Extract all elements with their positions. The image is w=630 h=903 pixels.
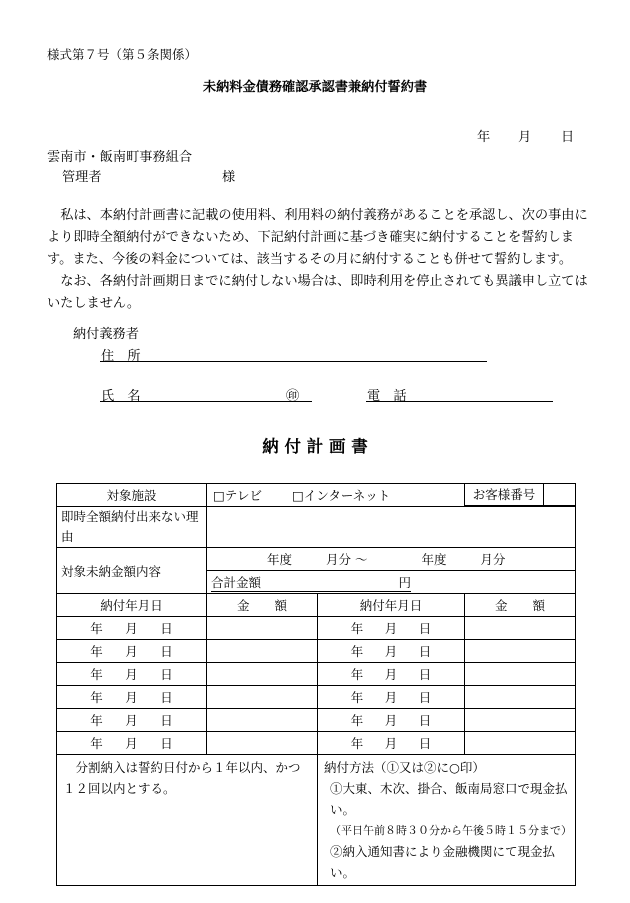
unpaid-label: 対象未納金額内容 [57, 548, 207, 594]
date-day-label: 日 [418, 621, 432, 636]
method-heading: 納付方法（①又は②に○印） [324, 760, 485, 775]
date-day-label: 日 [160, 713, 173, 728]
payment-method [318, 755, 576, 886]
date-year-label: 年 [90, 621, 103, 636]
amount-cell[interactable] [465, 663, 576, 686]
date-day-label: 日 [160, 690, 173, 705]
date-cell[interactable] [318, 617, 465, 640]
pledge-paragraph-1: 私は、本納付計画書に記載の使用料、利用料の納付義務があることを承認し、次の事由により即時全額納付ができないため、下記納付計画に基づき確実に納付することを誓約します。また、今後の料金については、該当するその月に納付することも併せて誓約します。 [47, 208, 588, 267]
date-year-label: 年 [90, 690, 103, 705]
date-day: 日 [561, 130, 575, 145]
address-line[interactable] [100, 361, 487, 362]
unpaid-period[interactable] [207, 548, 576, 571]
date-cell[interactable] [318, 732, 465, 755]
method-option-2[interactable]: ②納入通知書により金融機関にて現金払い。 [330, 844, 556, 880]
seal-mark: ㊞ [286, 389, 300, 404]
date-cell[interactable] [57, 732, 207, 755]
date-day-label: 日 [160, 621, 173, 636]
amount-cell[interactable] [207, 617, 318, 640]
addressee-org: 雲南市・飯南町事務組合 [47, 150, 193, 165]
date-day-label: 日 [160, 644, 173, 659]
date-year-label: 年 [350, 644, 364, 659]
method-option-1[interactable]: ①大東、木次、掛合、飯南局窓口で現金払い。 [330, 781, 568, 817]
date-day-label: 日 [160, 736, 173, 751]
schedule-row [57, 640, 576, 663]
amount-cell[interactable] [465, 617, 576, 640]
col-date-left: 納付年月日 [57, 594, 207, 617]
date-year-label: 年 [90, 667, 103, 682]
addressee-manager: 管理者 [62, 170, 102, 185]
phone-line[interactable] [366, 401, 553, 402]
schedule-row [57, 709, 576, 732]
obligor-heading: 納付義務者 [73, 327, 139, 342]
date-year-label: 年 [350, 621, 364, 636]
facility-label: 対象施設 [57, 484, 207, 507]
schedule-row [57, 617, 576, 640]
schedule-header-row [57, 594, 576, 617]
option-tv-checkbox[interactable]: □テレビ [213, 488, 263, 503]
period-from-month: 月分 〜 [325, 552, 368, 567]
date-month-label: 月 [125, 667, 138, 682]
amount-cell[interactable] [465, 732, 576, 755]
date-day-label: 日 [418, 713, 432, 728]
date-month-label: 月 [125, 690, 138, 705]
date-month-label: 月 [125, 713, 138, 728]
name-line[interactable] [100, 401, 312, 402]
form-number: 様式第７号（第５条関係） [47, 47, 198, 62]
amount-cell[interactable] [207, 663, 318, 686]
date-cell[interactable] [318, 663, 465, 686]
payment-plan-table [56, 483, 576, 886]
date-month-label: 月 [125, 644, 138, 659]
date-cell[interactable] [57, 663, 207, 686]
amount-cell[interactable] [465, 709, 576, 732]
date-month-label: 月 [125, 621, 138, 636]
amount-cell[interactable] [465, 686, 576, 709]
date-cell[interactable] [57, 640, 207, 663]
date-day-label: 日 [418, 644, 432, 659]
date-day-label: 日 [160, 667, 173, 682]
total-cell[interactable] [207, 571, 576, 594]
facility-row [57, 484, 576, 507]
schedule-row [57, 732, 576, 755]
addressee-sama: 様 [222, 170, 236, 185]
date-year-label: 年 [90, 736, 103, 751]
document-title: 未納料金債務確認承認書兼納付誓約書 [202, 80, 428, 95]
customer-no-label: お客様番号 [464, 483, 544, 506]
pledge-text [47, 205, 592, 315]
period-from-year: 年度 [267, 552, 293, 567]
amount-cell[interactable] [207, 732, 318, 755]
date-year-label: 年 [90, 713, 103, 728]
phone-label: 電 話 [367, 389, 407, 404]
reason-row [57, 507, 576, 548]
date-month-label: 月 [384, 690, 398, 705]
date-cell[interactable] [318, 709, 465, 732]
total-unit: 円 [398, 574, 411, 590]
date-month-label: 月 [384, 736, 398, 751]
pledge-paragraph-2: なお、各納付計画期日までに納付しない場合は、即時利用を停止されても異議申し立てはいたしません。 [47, 274, 588, 311]
date-month: 月 [518, 130, 532, 145]
schedule-row [57, 686, 576, 709]
date-cell[interactable] [57, 686, 207, 709]
date-year-label: 年 [350, 667, 364, 682]
customer-no-field[interactable] [543, 483, 576, 506]
date-cell[interactable] [57, 617, 207, 640]
date-cell[interactable] [57, 709, 207, 732]
date-day-label: 日 [418, 667, 432, 682]
date-year-label: 年 [350, 736, 364, 751]
date-month-label: 月 [125, 736, 138, 751]
reason-field[interactable] [207, 507, 576, 548]
address-label: 住 所 [101, 349, 141, 364]
facility-options [207, 484, 465, 507]
date-year-label: 年 [350, 713, 364, 728]
period-to-month: 月分 [480, 552, 506, 567]
method-hours: （平日午前８時３０分から午後５時１５分まで） [330, 824, 572, 837]
col-amount-left: 金 額 [207, 594, 318, 617]
total-label: 合計金額 [211, 574, 262, 590]
name-label: 氏 名 [101, 389, 141, 404]
reason-label: 即時全額納付出来ない理由 [57, 507, 207, 548]
amount-cell[interactable] [465, 640, 576, 663]
date-year: 年 [477, 130, 491, 145]
date-day-label: 日 [418, 690, 432, 705]
date-year-label: 年 [90, 644, 103, 659]
date-cell[interactable] [318, 640, 465, 663]
date-month-label: 月 [384, 621, 398, 636]
amount-cell[interactable] [207, 686, 318, 709]
col-date-right: 納付年月日 [318, 594, 465, 617]
amount-cell[interactable] [207, 640, 318, 663]
amount-cell[interactable] [207, 709, 318, 732]
period-to-year: 年度 [421, 552, 447, 567]
date-day-label: 日 [418, 736, 432, 751]
customer-no-cell [465, 484, 576, 507]
date-month-label: 月 [384, 667, 398, 682]
col-amount-right: 金 額 [465, 594, 576, 617]
option-internet-checkbox[interactable]: □インターネット [292, 488, 391, 503]
unpaid-period-row [57, 548, 576, 571]
date-cell[interactable] [318, 686, 465, 709]
schedule-row [57, 663, 576, 686]
date-month-label: 月 [384, 713, 398, 728]
total-amount-line [211, 573, 411, 592]
notes-row [57, 755, 576, 886]
date-year-label: 年 [350, 690, 364, 705]
plan-title: 納 付 計 画 書 [262, 437, 368, 456]
installment-note: 分割納入は誓約日付から１年以内、かつ１２回以内とする。 [57, 755, 318, 886]
date-month-label: 月 [384, 644, 398, 659]
